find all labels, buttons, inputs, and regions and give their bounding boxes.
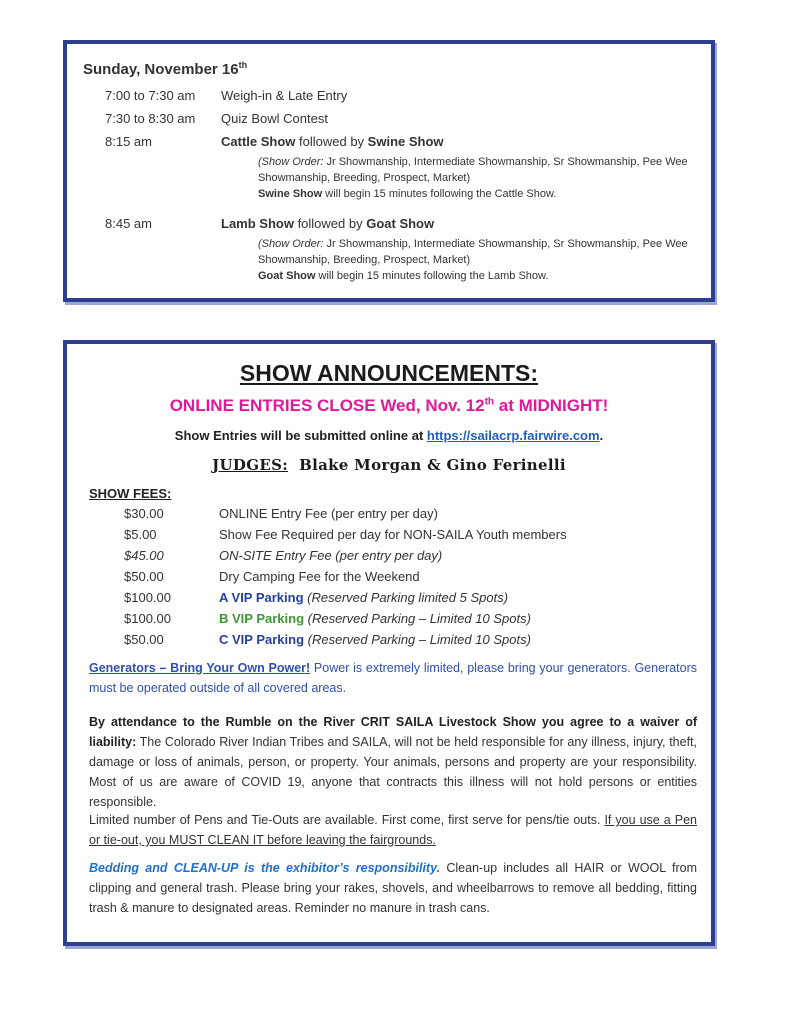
announcements-title: SHOW ANNOUNCEMENTS: <box>239 360 539 386</box>
online-entries-line: Show Entries will be submitted online at https://sailacrp.fairwire.com. <box>174 428 604 443</box>
schedule-time: 7:00 to 7:30 am <box>105 88 196 103</box>
show-fees-heading: SHOW FEES: <box>89 486 172 501</box>
entries-link[interactable]: https://sailacrp.fairwire.com <box>426 428 600 443</box>
bedding-paragraph: Bedding and CLEAN-UP is the exhibitor’s responsibility. Clean-up includes all HAIR or WOOL from clipping and general trash. Please bring your rakes, shovels, and wheelbarrows to remove all bedding, fitting trash & manure to designated areas. Reminder no manure in trash cans. <box>89 861 697 915</box>
schedule-day-heading: Sunday, November 16th <box>83 60 248 78</box>
waiver-paragraph: By attendance to the Rumble on the River CRIT SAILA Livestock Show you agree to a waiver of liability: The Colorado River Indian Tribes and SAILA, will not be held responsible for any illness, injury, theft, damage or loss of animals, person, or property. Your animals, persons and property are your responsibility. Most of us are aware of COVID 19, anyone that contracts this illness will not hold persons or entities responsible. <box>89 715 697 809</box>
schedule-note: (Show Order: Jr Showmanship, Intermediate Showmanship, Sr Showmanship, Pee Wee Showmanship, Breeding, Prospect, Market) Goat Show will begin 15 minutes following the Lamb Show. <box>258 238 688 282</box>
announcements-box: SHOW ANNOUNCEMENTS: ONLINE ENTRIES CLOSE Wed, Nov. 12th at MIDNIGHT! Show Entries will be submitted online at https://sailacrp.fairwire.com. JUDGES: Blake Morgan & Gino Ferinelli SHOW FEES: $30.00 ONLINE Entry Fee (per entry per day) $5.00 Show Fee Required per day for NON-SAILA Youth members $45.00 ON-SITE Entry Fee (per entry per day) $50.00 Dry Camping Fee for the Weekend $100.00 A VIP Parking (Reserved Parking limited 5 Spots) $100.00 B VIP Parking (Reserved Parking – Limited 10 Spots) $50.00 C VIP Parking (Reserved Parking – Limited 10 Spots) Generators – Bring Your Own Power! Power is extremely limited, please bring your generators. Generators must be operated outside of all covered areas. By attendance to the Rumble on the River CRIT SAILA Livestock Show you agree to a waiver of liability: The Colorado River Indian Tribes and SAILA, will not be held responsible for any illness, injury, theft, damage or loss of animals, person, or property. Your animals, persons and property are your responsibility. Most of us are aware of COVID 19, anyone that contracts this illness will not hold persons or entities responsible. Limited number of Pens and Tie-Outs are available. First come, first serve for pens/tie outs. If you use a Pen or tie-out, you MUST CLEAN IT before leaving the fairgrounds. Bedding and CLEAN-UP is the exhibitor’s responsibility. Clean-up includes all HAIR or WOOL from clipping and general trash. Please bring your rakes, shovels, and wheelbarrows to remove all bedding, fitting trash & manure to designated areas. Reminder no manure in trash cans. <box>63 340 715 946</box>
entries-close-notice: ONLINE ENTRIES CLOSE Wed, Nov. 12th at MIDNIGHT! <box>169 396 609 415</box>
schedule-time: 7:30 to 8:30 am <box>105 111 196 126</box>
schedule-time: 8:15 am <box>105 134 152 149</box>
generators-paragraph: Generators – Bring Your Own Power! Power is extremely limited, please bring your generators. Generators must be operated outside of all covered areas. <box>89 661 697 695</box>
judges-line: JUDGES: Blake Morgan & Gino Ferinelli <box>212 456 566 474</box>
schedule-event: Quiz Bowl Contest <box>221 111 328 126</box>
schedule-event: Lamb Show followed by Goat Show <box>221 216 435 231</box>
schedule-note: (Show Order: Jr Showmanship, Intermediate Showmanship, Sr Showmanship, Pee Wee Showmanship, Breeding, Prospect, Market) Swine Show will begin 15 minutes following the Cattle Show. <box>258 156 688 200</box>
schedule-event: Weigh-in & Late Entry <box>221 88 348 103</box>
pens-paragraph: Limited number of Pens and Tie-Outs are available. First come, first serve for pens/tie outs. If you use a Pen or tie-out, you MUST CLEAN IT before leaving the fairgrounds. <box>89 813 697 847</box>
schedule-event: Cattle Show followed by Swine Show <box>221 134 444 149</box>
schedule-box <box>63 40 715 302</box>
schedule-time: 8:45 am <box>105 216 152 231</box>
